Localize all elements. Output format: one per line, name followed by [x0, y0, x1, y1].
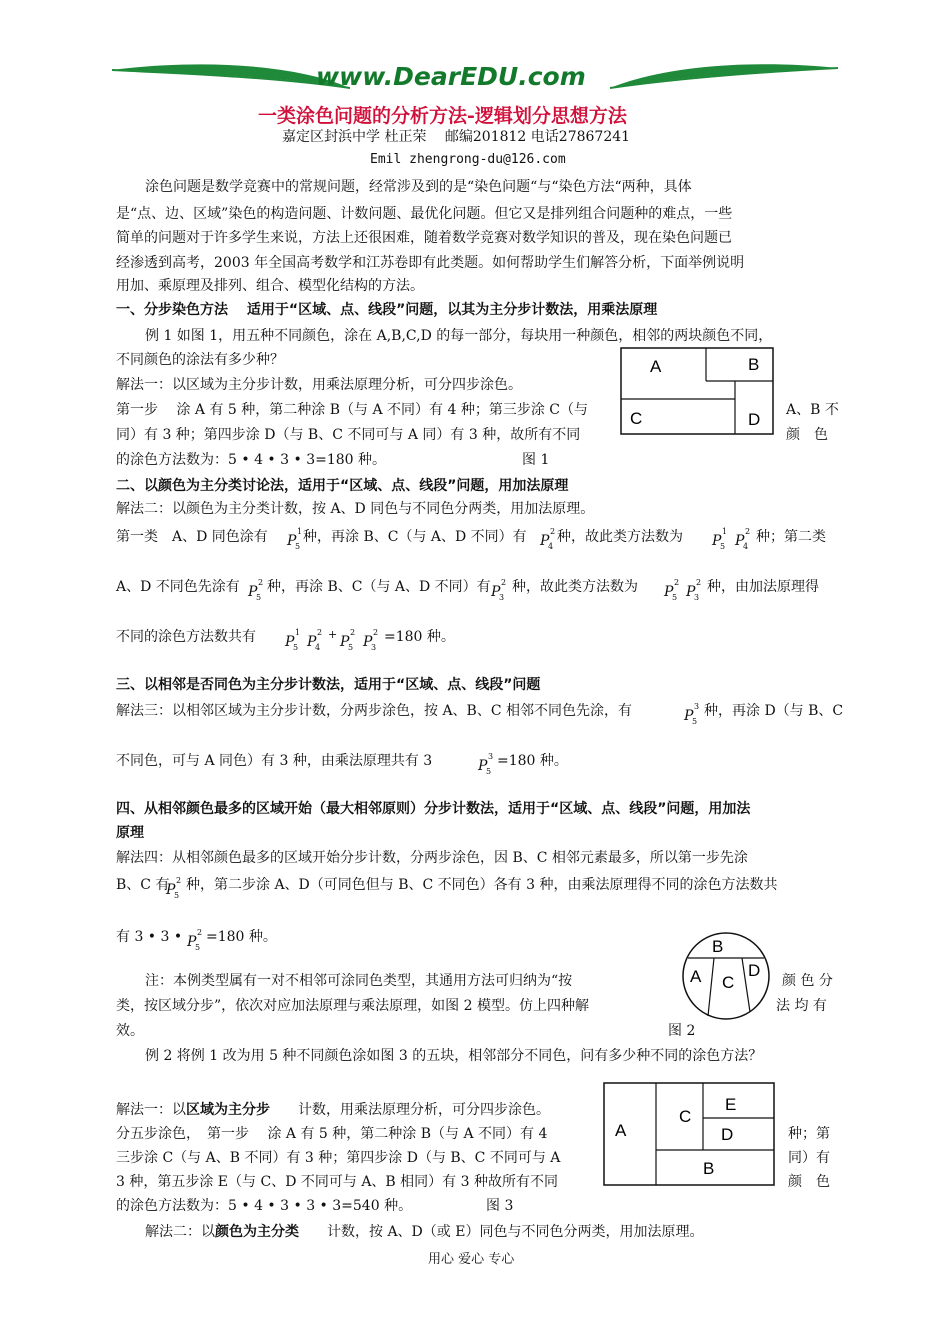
ex2-line: 3 种，第五步涂 E（与 C、D 不同可与 A、B 相同）有 3 种故所有不同 [116, 1174, 558, 1190]
intro-line: 简单的问题对于许多学生来说，方法上还很困难，随着数学竞赛对数学知识的普及，现在染色问题已 [116, 230, 732, 246]
fig1-label-d: D [748, 410, 761, 429]
perm-p5-2: P 2 5 [187, 928, 203, 952]
note-line: 注：本例类型属有一对不相邻可涂同色类型，其通用方法可归纳为“按 [145, 973, 573, 989]
ex2-line: 三步涂 C（与 A、B 不同）有 3 种；第四步涂 D（与 B、C 不同可与 A [116, 1150, 561, 1166]
fig2-label-b: B [712, 937, 724, 956]
s4-line3-a: 有 3 • 3 • [116, 929, 183, 945]
page-footer: 用心 爱心 专心 [428, 1252, 515, 1267]
fig1-label-c: C [630, 409, 643, 428]
perm-p4-2: P 2 4 [540, 527, 556, 551]
perm-p5-2: P 2 5 [340, 628, 356, 652]
s4-line1: 解法四：从相邻颜色最多的区域开始分步计数，分两步涂色，因 B、C 相邻元素最多，所以第一步先涂 [116, 850, 748, 866]
email-line: Emil zhengrong-du@126.com [370, 152, 566, 167]
s1-line: 同）有 3 种；第四步涂 D（与 B、C 不同可与 A 同）有 3 种，故所有不同 [116, 427, 581, 443]
s3-line2-a: 不同色，可与 A 同色）有 3 种，由乘法原理共有 3 [116, 753, 433, 769]
perm-p4-2: P 2 4 [735, 527, 751, 551]
s3-line1-a: 解法三：以相邻区域为主分步计数，分两步涂色，按 A、B、C 相邻不同色先涂，有 [116, 703, 633, 719]
figure3-diagram [603, 1082, 775, 1186]
ex2-l1-bold: 区域为主分步 [186, 1102, 270, 1118]
s1-side-text: A、B 不 [786, 402, 839, 418]
perm-p3-2: P 2 3 [363, 628, 379, 652]
figure1-diagram [620, 347, 774, 435]
site-logo: www.DearEDU.com [316, 62, 586, 91]
fig2-label-a: A [690, 967, 702, 986]
s2-line4-a: 不同的涂色方法数共有 [116, 629, 256, 645]
ex2-side: 颜 色 [788, 1174, 830, 1190]
s1-side-text: 颜 色 [786, 427, 828, 443]
s1-line: 不同颜色的涂法有多少种？ [116, 352, 284, 368]
section1-heading: 一、分步染色方法 适用于“区域、点、线段”问题，以其为主分步计数法，用乘法原理 [116, 302, 658, 318]
note-side: 颜 色 分 [782, 973, 833, 989]
fig2-label-d: D [748, 961, 761, 980]
ex2-m1-c: 计数，按 A、D（或 E）同色与不同色分两类，用加法原理。 [327, 1224, 704, 1240]
perm-p5-3: P 3 5 [478, 752, 494, 776]
s2-line2-a: 第一类 A、D 同色涂有 [116, 529, 268, 545]
note-line: 类，按区域分步”，依次对应加法原理与乘法原理，如图 2 模型。仿上四种解 [116, 998, 589, 1014]
fig2-label-c: C [722, 973, 735, 992]
s2-line4-b: =180 种。 [384, 629, 455, 645]
s3-line2-b: =180 种。 [497, 753, 568, 769]
s4-line2-a: B、C 有 [116, 877, 170, 893]
s3-line1-b: 种，再涂 D（与 B、C [704, 703, 844, 719]
section2-heading: 二、以颜色为主分类讨论法，适用于“区域、点、线段”问题，用加法原理 [116, 478, 569, 494]
perm-p5-1: P 1 5 [287, 527, 303, 551]
figure2-diagram [680, 930, 772, 1022]
author-line: 嘉定区封浜中学 杜正荣 邮编201812 电话27867241 [282, 129, 631, 145]
s1-line: 第一步 涂 A 有 5 种，第二种涂 B（与 A 不同）有 4 种；第三步涂 C（与 [116, 402, 588, 418]
section4-heading-cont: 原理 [116, 825, 144, 841]
ex2-line: 的涂色方法数为：5 • 4 • 3 • 3 • 3=540 种。 [116, 1198, 413, 1214]
perm-p3-2: P 2 3 [686, 578, 702, 602]
s1-line: 的涂色方法数为：5 • 4 • 3 • 3=180 种。 [116, 452, 387, 468]
ex2-line: 分五步涂色， 第一步 涂 A 有 5 种，第二种涂 B（与 A 不同）有 4 [116, 1126, 548, 1142]
s2-line3-c: 种，故此类方法数为 [512, 579, 638, 595]
s4-line3-b: =180 种。 [206, 929, 277, 945]
ex2-side: 种；第 [788, 1126, 830, 1142]
perm-p5-2: P 2 5 [248, 578, 264, 602]
figure2-caption: 图 2 [668, 1023, 696, 1039]
s2-line2-b: 种，再涂 B、C（与 A、D 不同）有 [303, 529, 527, 545]
s2-line2-d: 种；第二类 [756, 529, 826, 545]
fig3-label-c: C [679, 1107, 692, 1126]
perm-p4-2: P 2 4 [307, 628, 323, 652]
page-title: 一类涂色问题的分析方法-逻辑划分思想方法 [258, 105, 627, 127]
section4-heading: 四、从相邻颜色最多的区域开始（最大相邻原则）分步计数法，适用于“区域、点、线段”问题，用加法 [116, 801, 751, 817]
ex2-m1-a: 解法二：以 [145, 1224, 215, 1240]
figure1-caption: 图 1 [522, 452, 550, 468]
intro-line: 涂色问题是数学竞赛中的常规问题，经常涉及到的是“染色问题“与“染色方法“两种，具体 [145, 179, 692, 195]
s2-line: 解法二：以颜色为主分类计数，按 A、D 同色与不同色分两类，用加法原理。 [116, 501, 595, 517]
intro-line: 是“点、边、区域”染色的构造问题、计数问题、最优化问题。但它又是排列组合问题种的难点，一些 [116, 206, 733, 222]
note-side: 法 均 有 [776, 998, 827, 1014]
s2-line2-c: 种，故此类方法数为 [557, 529, 683, 545]
s1-line: 例 1 如图 1，用五种不同颜色，涂在 A,B,C,D 的每一部分，每块用一种颜色，相邻的两块颜色不同， [145, 328, 773, 344]
perm-p5-1: P 1 5 [712, 527, 728, 551]
section3-heading: 三、以相邻是否同色为主分步计数法，适用于“区域、点、线段”问题 [116, 677, 541, 693]
ex2-question: 例 2 将例 1 改为用 5 种不同颜色涂如图 3 的五块，相邻部分不同色，问有多少种不同的涂色方法？ [145, 1048, 763, 1064]
fig3-label-e: E [725, 1095, 737, 1114]
fig3-label-a: A [615, 1121, 627, 1140]
fig1-label-b: B [748, 355, 760, 374]
figure3-caption: 图 3 [486, 1198, 514, 1214]
intro-line: 经渗透到高考，2003 年全国高考数学和江苏卷即有此类题。如何帮助学生们解答分析，下面举例说明 [116, 255, 745, 271]
perm-p3-2: P 2 3 [491, 578, 507, 602]
note-line: 效。 [116, 1023, 144, 1039]
fig3-label-d: D [721, 1125, 734, 1144]
perm-p5-1: P 1 5 [285, 628, 301, 652]
ex2-l1-c: 计数，用乘法原理分析，可分四步涂色。 [298, 1102, 550, 1118]
fig3-label-b: B [703, 1159, 715, 1178]
s1-line: 解法一：以区域为主分步计数，用乘法原理分析，可分四步涂色。 [116, 377, 522, 393]
s2-line3-d: 种，由加法原理得 [707, 579, 819, 595]
s2-line3-a: A、D 不同色先涂有 [116, 579, 240, 595]
ex2-l1-a: 解法一：以 [116, 1102, 186, 1118]
fig1-label-a: A [650, 357, 662, 376]
ex2-side: 同）有 [788, 1150, 830, 1166]
perm-p5-3: P 3 5 [684, 702, 700, 726]
s4-line2-b: 种，第二步涂 A、D（可同色但与 B、C 不同色）各有 3 种，由乘法原理得不同的涂色方法数共 [186, 877, 778, 893]
perm-p5-2: P 2 5 [664, 578, 680, 602]
s2-line3-b: 种，再涂 B、C（与 A、D 不同）有 [267, 579, 491, 595]
ex2-m1-bold: 颜色为主分类 [215, 1224, 299, 1240]
perm-p5-2: P 2 5 [166, 876, 182, 900]
plus-sign: + [328, 628, 338, 641]
intro-line: 用加、乘原理及排列、组合、模型化结构的方法。 [116, 278, 424, 294]
